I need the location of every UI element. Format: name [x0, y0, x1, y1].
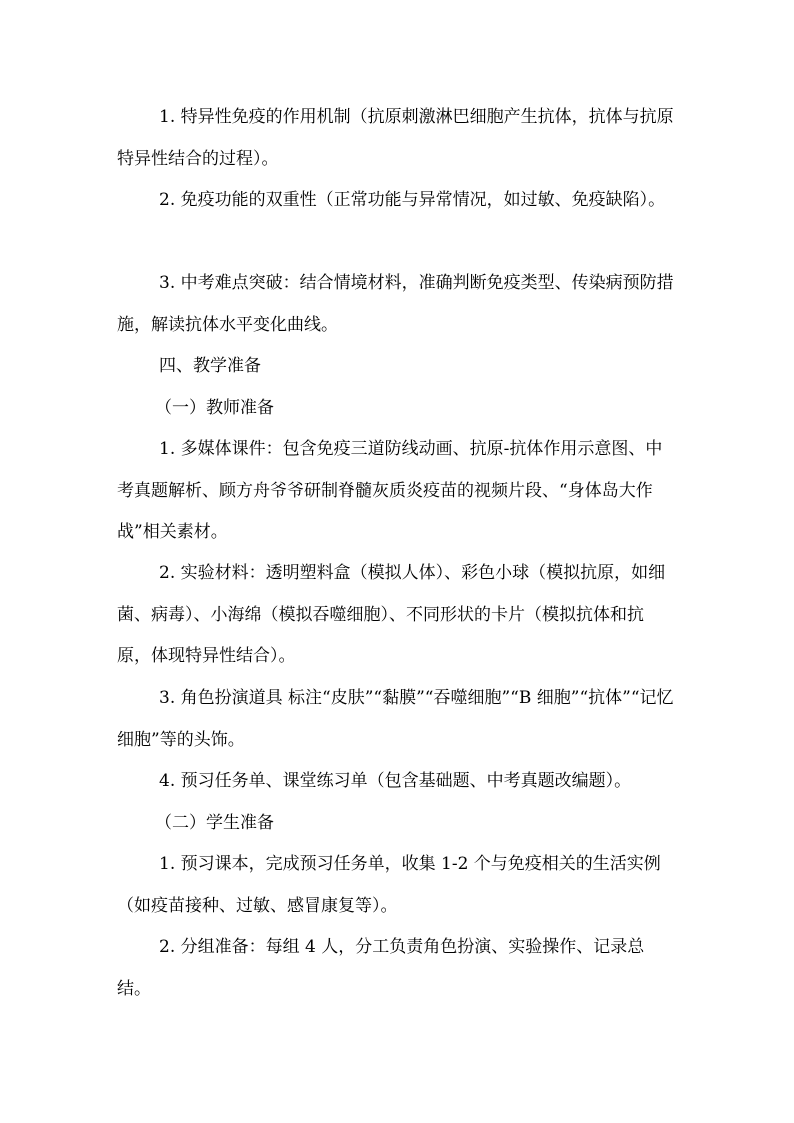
paragraph-teacher-3: 3. 角色扮演道具 标注“皮肤”“黏膜”“吞噬细胞”“B 细胞”“抗体”“记忆细胞”等的头饰。 — [117, 688, 674, 750]
paragraph-student-1: 1. 预习课本，完成预习任务单，收集 1-2 个与免疫相关的生活实例（如疫苗接种、过敏、感冒康复等）。 — [117, 854, 661, 916]
paragraph-teacher-2: 2. 实验材料：透明塑料盒（模拟人体）、彩色小球（模拟抗原，如细菌、病毒）、小海绵（模拟吞噬细胞）、不同形状的卡片（模拟抗体和抗原，体现特异性结合）。 — [117, 563, 666, 666]
subsection-heading-teacher-preparation: （一）教师准备 — [155, 398, 274, 418]
paragraph-2: 2. 免疫功能的双重性（正常功能与异常情况，如过敏、免疫缺陷）。 — [159, 190, 666, 210]
section-heading-teaching-preparation: 四、教学准备 — [159, 356, 261, 376]
paragraph-teacher-4: 4. 预习任务单、课堂练习单（包含基础题、中考真题改编题）。 — [159, 771, 632, 791]
subsection-heading-student-preparation: （二）学生准备 — [155, 813, 274, 833]
paragraph-teacher-1: 1. 多媒体课件：包含免疫三道防线动画、抗原-抗体作用示意图、中考真题解析、顾方舟爷爷研制脊髓灰质炎疫苗的视频片段、“身体岛大作战”相关素材。 — [117, 439, 663, 542]
paragraph-3: 3. 中考难点突破：结合情境材料，准确判断免疫类型、传染病预防措施，解读抗体水平变化曲线。 — [117, 273, 674, 335]
paragraph-student-2: 2. 分组准备：每组 4 人，分工负责角色扮演、实验操作、记录总结。 — [117, 937, 645, 999]
paragraph-1: 1. 特异性免疫的作用机制（抗原刺激淋巴细胞产生抗体，抗体与抗原特异性结合的过程）。 — [117, 107, 674, 169]
